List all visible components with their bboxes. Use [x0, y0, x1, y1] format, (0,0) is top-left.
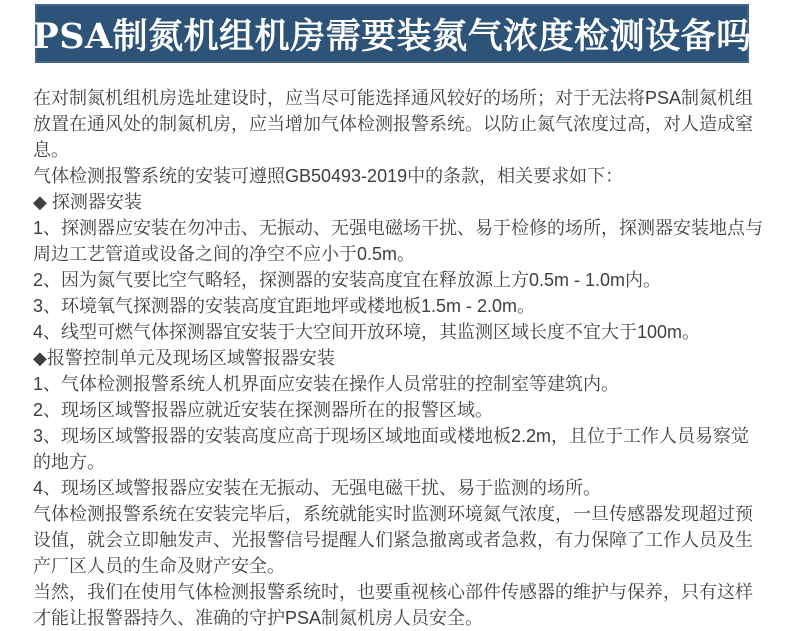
- title-banner: [32, 4, 752, 63]
- list-item-alarm-1: 1、气体检测报警系统人机界面应安装在操作人员常驻的控制室等建筑内。: [33, 374, 620, 394]
- list-item-detector-1: 1、探测器应安装在勿冲击、无振动、无强电磁场干扰、易于检修的场所，探测器安装地点与周边工艺管道或设备之间的净空不应小于0.5m。: [33, 218, 764, 264]
- section-heading-detector-install: ◆ 探测器安装: [33, 192, 142, 212]
- list-item-detector-4: 4、线型可燃气体探测器宜安装于大空间开放环境，其监测区域长度不宜大于100m。: [33, 322, 701, 342]
- list-item-alarm-4: 4、现场区域警报器应安装在无振动、无强电磁干扰、易于监测的场所。: [33, 478, 602, 498]
- paragraph-standard-ref: 气体检测报警系统的安装可遵照GB50493-2019中的条款，相关要求如下：: [33, 166, 624, 186]
- article-body: [33, 85, 767, 631]
- list-item-alarm-3: 3、现场区域警报器的安装高度应高于现场区域地面或楼地板2.2m，且位于工作人员易察觉的地方。: [33, 426, 750, 472]
- list-item-alarm-2: 2、现场区域警报器应就近安装在探测器所在的报警区域。: [33, 400, 494, 420]
- section-heading-alarm-install: ◆报警控制单元及现场区域警报器安装: [33, 348, 335, 368]
- paragraph-system-function: 气体检测报警系统在安装完毕后，系统就能实时监测环境氮气浓度，一旦传感器发现超过预设值，就会立即触发声、光报警信号提醒人们紧急撤离或者急救，有力保障了工作人员及生产厂区人员的生命及财产安全。: [33, 504, 753, 576]
- list-item-detector-3: 3、环境氧气探测器的安装高度宜距地坪或楼地板1.5m - 2.0m。: [33, 296, 536, 316]
- paragraph-conclusion: 当然，我们在使用气体检测报警系统时，也要重视核心部件传感器的维护与保养，只有这样才能让报警器持久、准确的守护PSA制氮机房人员安全。: [33, 582, 753, 628]
- page-title: PSA制氮机组机房需要装氮气浓度检测设备吗: [32, 15, 752, 57]
- paragraph-intro: 在对制氮机组机房选址建设时，应当尽可能选择通风较好的场所；对于无法将PSA制氮机组放置在通风处的制氮机房，应当增加气体检测报警系统。以防止氮气浓度过高，对人造成窒息。: [33, 88, 754, 160]
- list-item-detector-2: 2、因为氮气要比空气略轻，探测器的安装高度宜在释放源上方0.5m - 1.0m内。: [33, 270, 662, 290]
